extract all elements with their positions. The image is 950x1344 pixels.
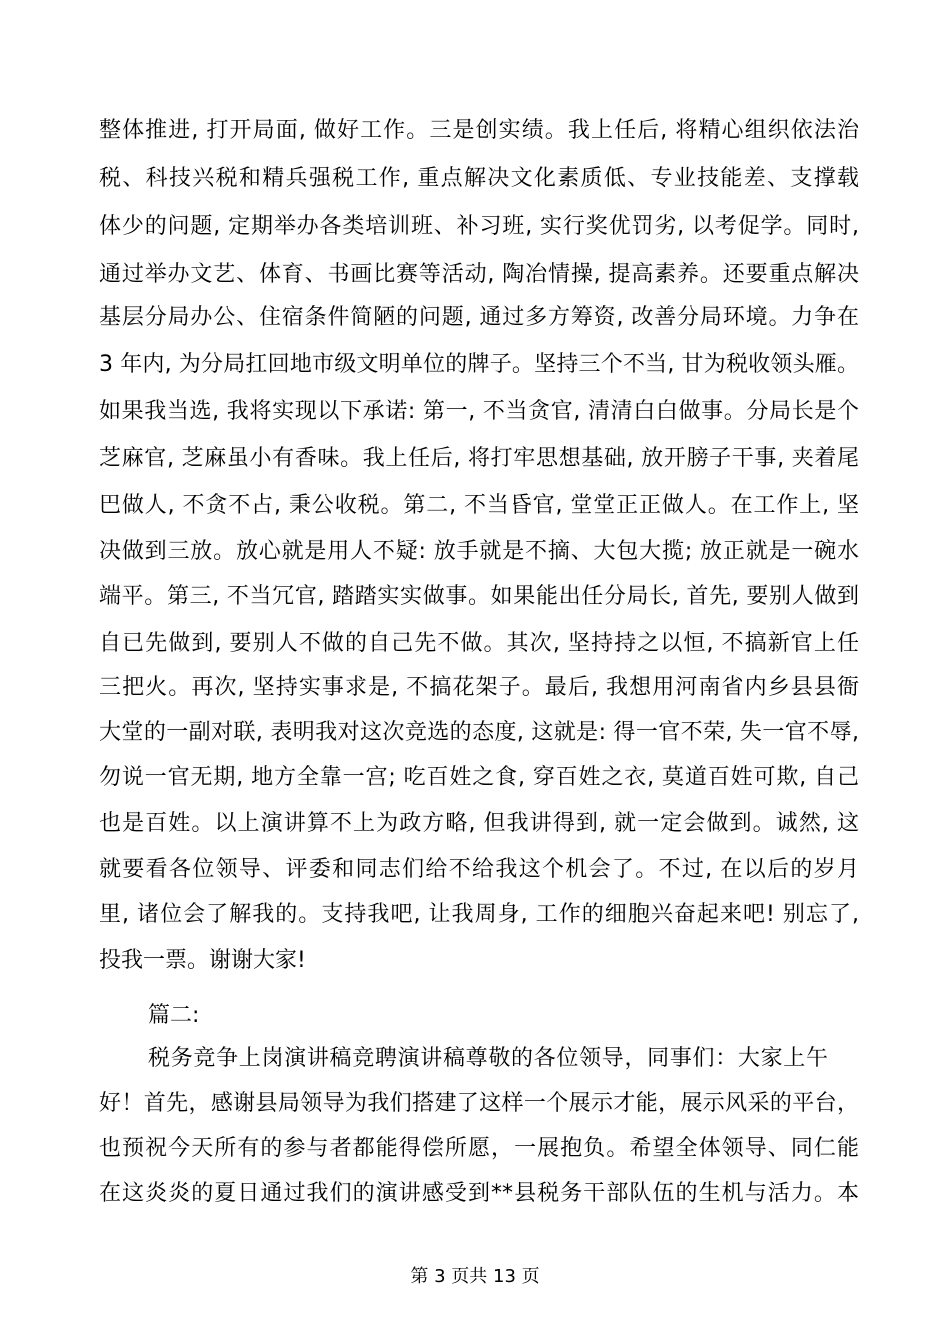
text-line: 端平。第三, 不当冗官, 踏踏实实做事。如果能出任分局长, 首先, 要别人做到 <box>99 584 859 609</box>
text-line: 三把火。再次, 坚持实事求是, 不搞花架子。最后, 我想用河南省内乡县县衙 <box>99 675 859 700</box>
text-line: 整体推进, 打开局面, 做好工作。三是创实绩。我上任后, 将精心组织依法治 <box>99 118 859 143</box>
text-line: 芝麻官, 芝麻虽小有香味。我上任后, 将打牢思想基础, 放开膀子干事, 夹着尾 <box>99 446 859 471</box>
text-line: 也预祝今天所有的参与者都能得偿所愿，一展抱负。希望全体领导、同仁能 <box>99 1136 859 1161</box>
text-line: 里, 诸位会了解我的。支持我吧, 让我周身, 工作的细胞兴奋起来吧! 别忘了, <box>99 902 859 927</box>
text-line: 税、科技兴税和精兵强税工作, 重点解决文化素质低、专业技能差、支撑载 <box>99 166 859 191</box>
text-line: 巴做人, 不贪不占, 秉公收税。第二, 不当昏官, 堂堂正正做人。在工作上, 坚 <box>99 493 859 518</box>
text-line: 就要看各位领导、评委和同志们给不给我这个机会了。不过, 在以后的岁月 <box>99 857 859 882</box>
text-line: 基层分局办公、住宿条件简陋的问题, 通过多方筹资, 改善分局环境。力争在 <box>99 305 859 330</box>
text-line: 决做到三放。放心就是用人不疑: 放手就是不摘、大包大揽; 放正就是一碗水 <box>99 539 859 564</box>
text-line: 自已先做到, 要别人不做的自己先不做。其次, 坚持持之以恒, 不搞新官上任 <box>99 631 859 656</box>
text-line: 如果我当选, 我将实现以下承诺: 第一, 不当贪官, 清清白白做事。分局长是个 <box>99 399 859 424</box>
text-line: 投我一票。谢谢大家! <box>99 948 306 973</box>
text-line: 税务竞争上岗演讲稿竞聘演讲稿尊敬的各位领导，同事们：大家上午 <box>148 1046 828 1071</box>
text-line: 3 年内, 为分局扛回地市级文明单位的牌子。坚持三个不当, 甘为税收领头雁。 <box>99 352 859 377</box>
page-number: 第 3 页共 13 页 <box>410 1266 540 1287</box>
text-line: 大堂的一副对联, 表明我对这次竞选的态度, 这就是: 得一官不荣, 失一官不辱, <box>99 720 859 745</box>
text-line: 通过举办文艺、体育、书画比赛等活动, 陶冶情操, 提高素养。还要重点解决 <box>99 262 859 287</box>
section-heading: 篇二: <box>148 1003 200 1028</box>
text-line: 也是百姓。以上演讲算不上为政方略, 但我讲得到, 就一定会做到。诚然, 这 <box>99 811 859 836</box>
text-line: 体少的问题, 定期举办各类培训班、补习班, 实行奖优罚劣, 以考促学。同时, <box>99 214 859 239</box>
text-line: 在这炎炎的夏日通过我们的演讲感受到**县税务干部队伍的生机与活力。本 <box>99 1181 859 1206</box>
text-line: 勿说一官无期, 地方全靠一宫; 吃百姓之食, 穿百姓之衣, 莫道百姓可欺, 自己 <box>99 765 859 790</box>
text-line: 好！首先，感谢县局领导为我们搭建了这样一个展示才能，展示风采的平台， <box>99 1091 859 1116</box>
